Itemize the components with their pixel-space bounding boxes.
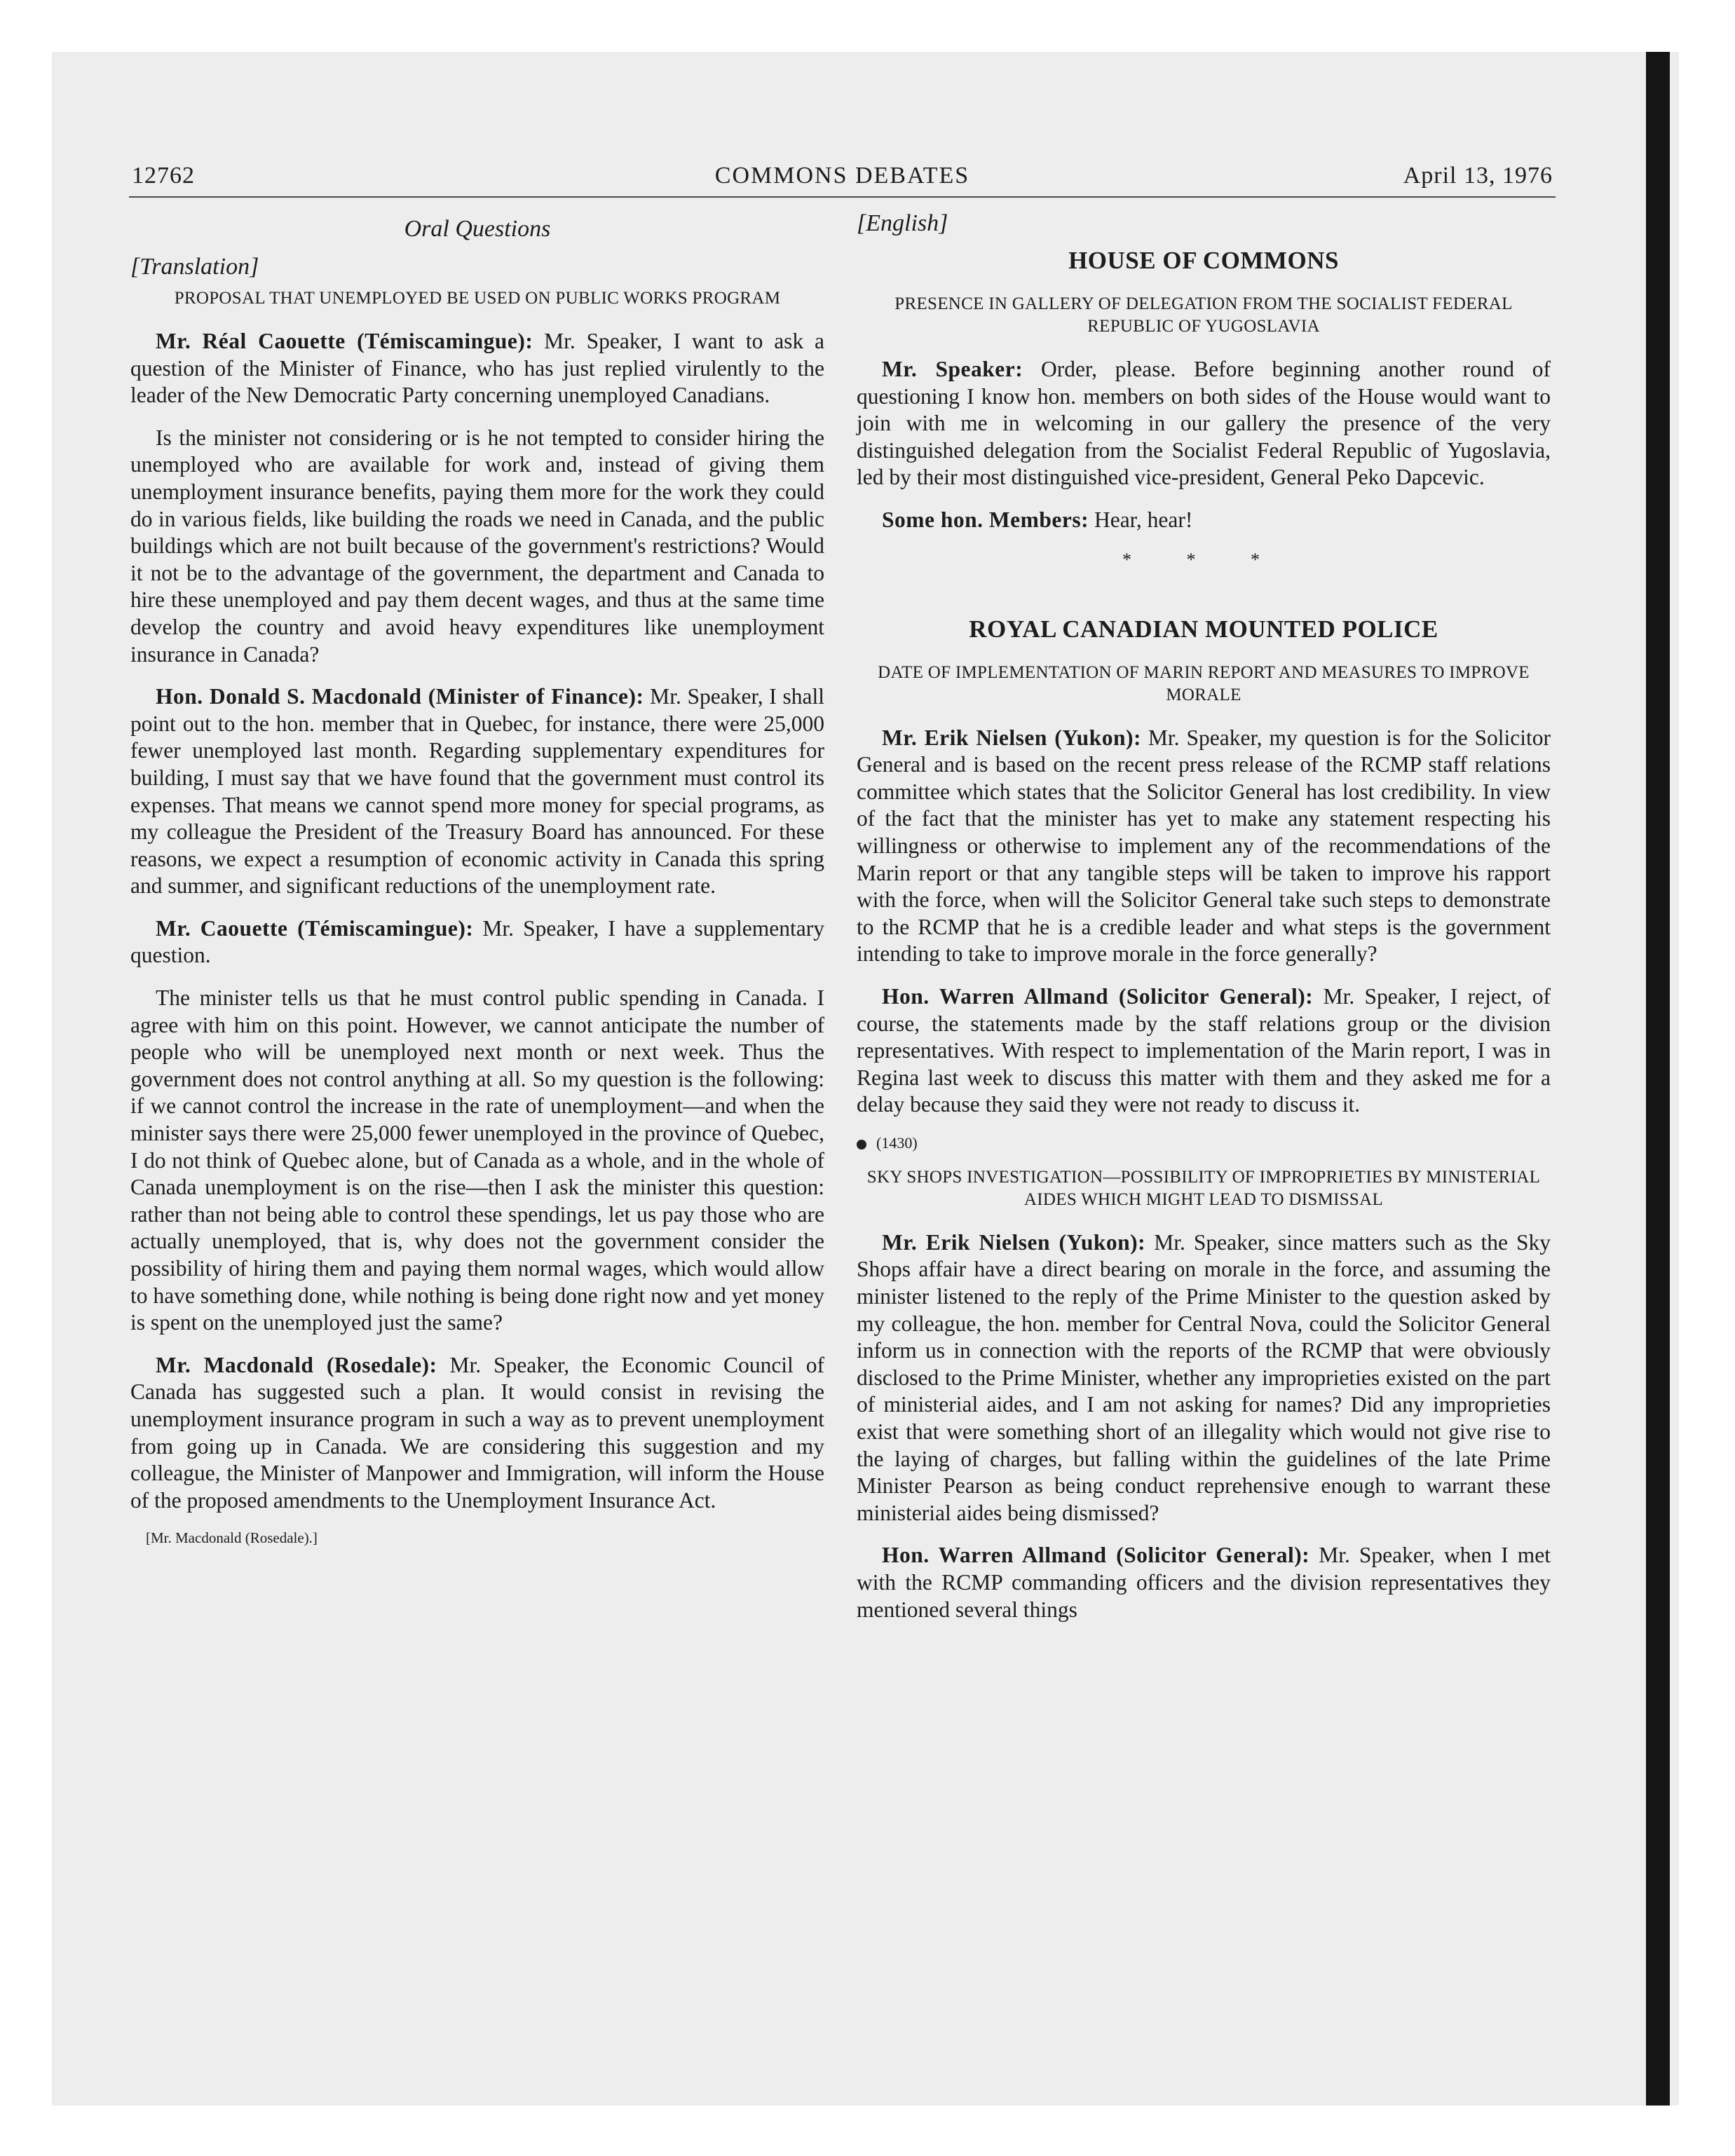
subhead-marin-report: DATE OF IMPLEMENTATION OF MARIN REPORT AND MEASURES TO IMPROVE MORALE <box>878 662 1530 704</box>
speech-text: Mr. Speaker, I shall point out to the hon. member that in Quebec, for instance, there were 25,000 fewer unemployed last month. Regarding supplementary expenditures for building, I must say that we have found that the government must control its expenses. That means we cannot spend more money for special programs, as my colleague the President of the Treasury Board has announced. For these reasons, we expect a resumption of economic activity in Canada this spring and summer, and significant reductions of the unemployment rate. <box>130 684 824 899</box>
speech-text: The minister tells us that he must control public spending in Canada. I agree with him on this point. However, we cannot anticipate the number of people who will be unemployed next month or next week. Thus the government does not control anything at all. So my question is the following: if we cannot control the increase in the rate of unemployment—and when the minister says there were 25,000 fewer unemployed in the province of Quebec, I do not think of Quebec alone, but of Canada as a whole, and in the whole of Canada unemployment is on the rise—then I ask the minister this question: rather than not being able to control these spendings, let us pay those who are actually unemployed, that is, why does not the government consider the possibility of hiring them and paying them normal wages, which would allow to have something done, while nothing is being done right now and yet money is spent on the unemployed just the same? <box>130 985 824 1335</box>
paragraphs-sky-shops <box>857 1229 1551 1623</box>
speaker-name: Mr. Speaker: <box>882 357 1023 381</box>
page-header <box>129 160 1556 198</box>
speech-text: Is the minister not considering or is he not tempted to consider hiring the unemployed who are available for work and, instead of giving them unemployment insurance benefits, paying them more for the work they could do in various fields, like building the roads we need in Canada, and the public buildings which are not built because of the government's restrictions? Would it not be to the advantage of the government, the department and Canada to hire these unemployed and pay them decent wages, and thus at the same time develop the country and avoid heavy expenditures like unemployment insurance in Canada? <box>130 425 824 667</box>
speaker-name: Some hon. Members: <box>882 507 1089 532</box>
speech-text: Mr. Speaker, I reject, of course, the statements made by the staff relations group or the division representatives. With respect to implementation of the Marin report, I was in Regina last week to discuss this matter with them and they asked me for a delay because they said they were not ready to discuss it. <box>857 983 1551 1117</box>
speech-paragraph <box>130 915 824 969</box>
bullet-icon <box>857 1140 866 1149</box>
speech-paragraph <box>857 1229 1551 1527</box>
speech-paragraph <box>130 425 824 668</box>
speech-paragraph <box>857 725 1551 968</box>
page-number: 12762 <box>132 163 195 189</box>
speaker-name: Hon. Donald S. Macdonald (Minister of Finance): <box>156 684 644 709</box>
speaker-name: Mr. Erik Nielsen (Yukon): <box>882 725 1141 750</box>
english-tag: [English] <box>857 210 948 236</box>
speech-text: Mr. Speaker, since matters such as the Sky Shops affair have a direct bearing on morale in the force, and assuming the minister listened to the reply of the Prime Minister to the question asked by my colleague, the hon. member for Central Nova, could the Solicitor General inform us in connection with the reports of the RCMP that were obviously disclosed to the Prime Minister, whether any improprieties existed on the part of ministerial aides, and I am not asking for names? Did any improprieties exist that were something short of an illegality which would not give rise to the laying of charges, but falling within the guidelines of the late Prime Minister Pearson as being conduct reprehensive enough to warrant these ministerial aides being dismissed? <box>857 1229 1551 1525</box>
speech-paragraph <box>130 683 824 900</box>
section-divider: * * * <box>1122 549 1285 570</box>
speech-paragraph <box>130 1352 824 1515</box>
subhead-delegation: PRESENCE IN GALLERY OF DELEGATION FROM THE SOCIALIST FEDERAL REPUBLIC OF YUGOSLAVIA <box>894 294 1513 336</box>
speech-text: Mr. Speaker, the Economic Council of Canada has suggested such a plan. It would consist in revising the unemployment insurance program in such a way as to prevent unemployment from going up in Canada. We are considering this suggestion and my colleague, the Minister of Manpower and Immigration, will inform the House of the proposed amendments to the Unemployment Insurance Act. <box>130 1352 824 1513</box>
publication-title: COMMONS DEBATES <box>714 163 970 189</box>
heading-house-of-commons: HOUSE OF COMMONS <box>1068 247 1339 274</box>
subhead-sky-shops: SKY SHOPS INVESTIGATION—POSSIBILITY OF IMPROPRIETIES BY MINISTERIAL AIDES WHICH MIGHT LEAD TO DISMISSAL <box>866 1167 1541 1209</box>
paragraphs-marin-report <box>857 725 1551 1119</box>
speech-paragraph <box>857 1542 1551 1623</box>
left-column <box>130 210 824 1547</box>
speech-paragraph <box>130 328 824 409</box>
speech-text: Mr. Speaker, when I met with the RCMP commanding officers and the division representatives they mentioned several things <box>857 1543 1551 1622</box>
speech-text: Mr. Speaker, I have a supplementary question. <box>130 915 824 968</box>
speaker-name: Mr. Erik Nielsen (Yukon): <box>882 1229 1146 1255</box>
speaker-name: Mr. Caouette (Témiscamingue): <box>156 915 474 941</box>
speech-paragraph <box>857 356 1551 491</box>
heading-rcmp: ROYAL CANADIAN MOUNTED POLICE <box>969 615 1438 643</box>
section-title: Oral Questions <box>404 216 551 242</box>
time-marker <box>857 1134 1551 1152</box>
speech-paragraph <box>857 983 1551 1119</box>
speaker-name: Hon. Warren Allmand (Solicitor General): <box>882 983 1314 1009</box>
speech-text: Order, please. Before beginning another round of questioning I know hon. members on both sides of the House would want to join with me in welcoming in our gallery the presence of the very distinguished delegation from the Socialist Federal Republic of Yugoslavia, led by their most distinguished vice-president, General Peko Dapcevic. <box>857 357 1551 490</box>
left-paragraphs <box>130 328 824 1514</box>
translation-tag: [Translation] <box>130 254 259 280</box>
speaker-name: Hon. Warren Allmand (Solicitor General): <box>882 1543 1310 1568</box>
binding-edge <box>1646 52 1670 2106</box>
paragraphs-delegation <box>857 356 1551 534</box>
speaker-name: Mr. Réal Caouette (Témiscamingue): <box>156 329 533 353</box>
footnote: [Mr. Macdonald (Rosedale).] <box>146 1529 318 1547</box>
page-date: April 13, 1976 <box>1403 163 1553 189</box>
speech-text: Hear, hear! <box>1089 507 1193 532</box>
topic-subhead: PROPOSAL THAT UNEMPLOYED BE USED ON PUBLIC WORKS PROGRAM <box>174 289 781 308</box>
time-stamp: (1430) <box>876 1133 918 1152</box>
speaker-name: Mr. Macdonald (Rosedale): <box>156 1352 437 1377</box>
speech-text: Mr. Speaker, my question is for the Solicitor General and is based on the recent press release of the RCMP staff relations committee which states that the Solicitor General has lost credibility. In view of the fact that the minister has yet to make any statement respecting his willingness or otherwise to implement any of the recommendations of the Marin report or that any tangible steps will be taken to improve his rapport with the force, when will the Solicitor General take such steps to demonstrate to the RCMP that he is a credible leader and what steps is the government intending to take to improve morale in the force generally? <box>857 725 1551 967</box>
right-column <box>857 210 1551 1639</box>
speech-paragraph <box>130 985 824 1337</box>
speech-paragraph <box>857 507 1551 534</box>
speech-text: Mr. Speaker, I want to ask a question of the Minister of Finance, who has just replied virulently to the leader of the New Democratic Party concerning unemployed Canadians. <box>130 329 824 408</box>
